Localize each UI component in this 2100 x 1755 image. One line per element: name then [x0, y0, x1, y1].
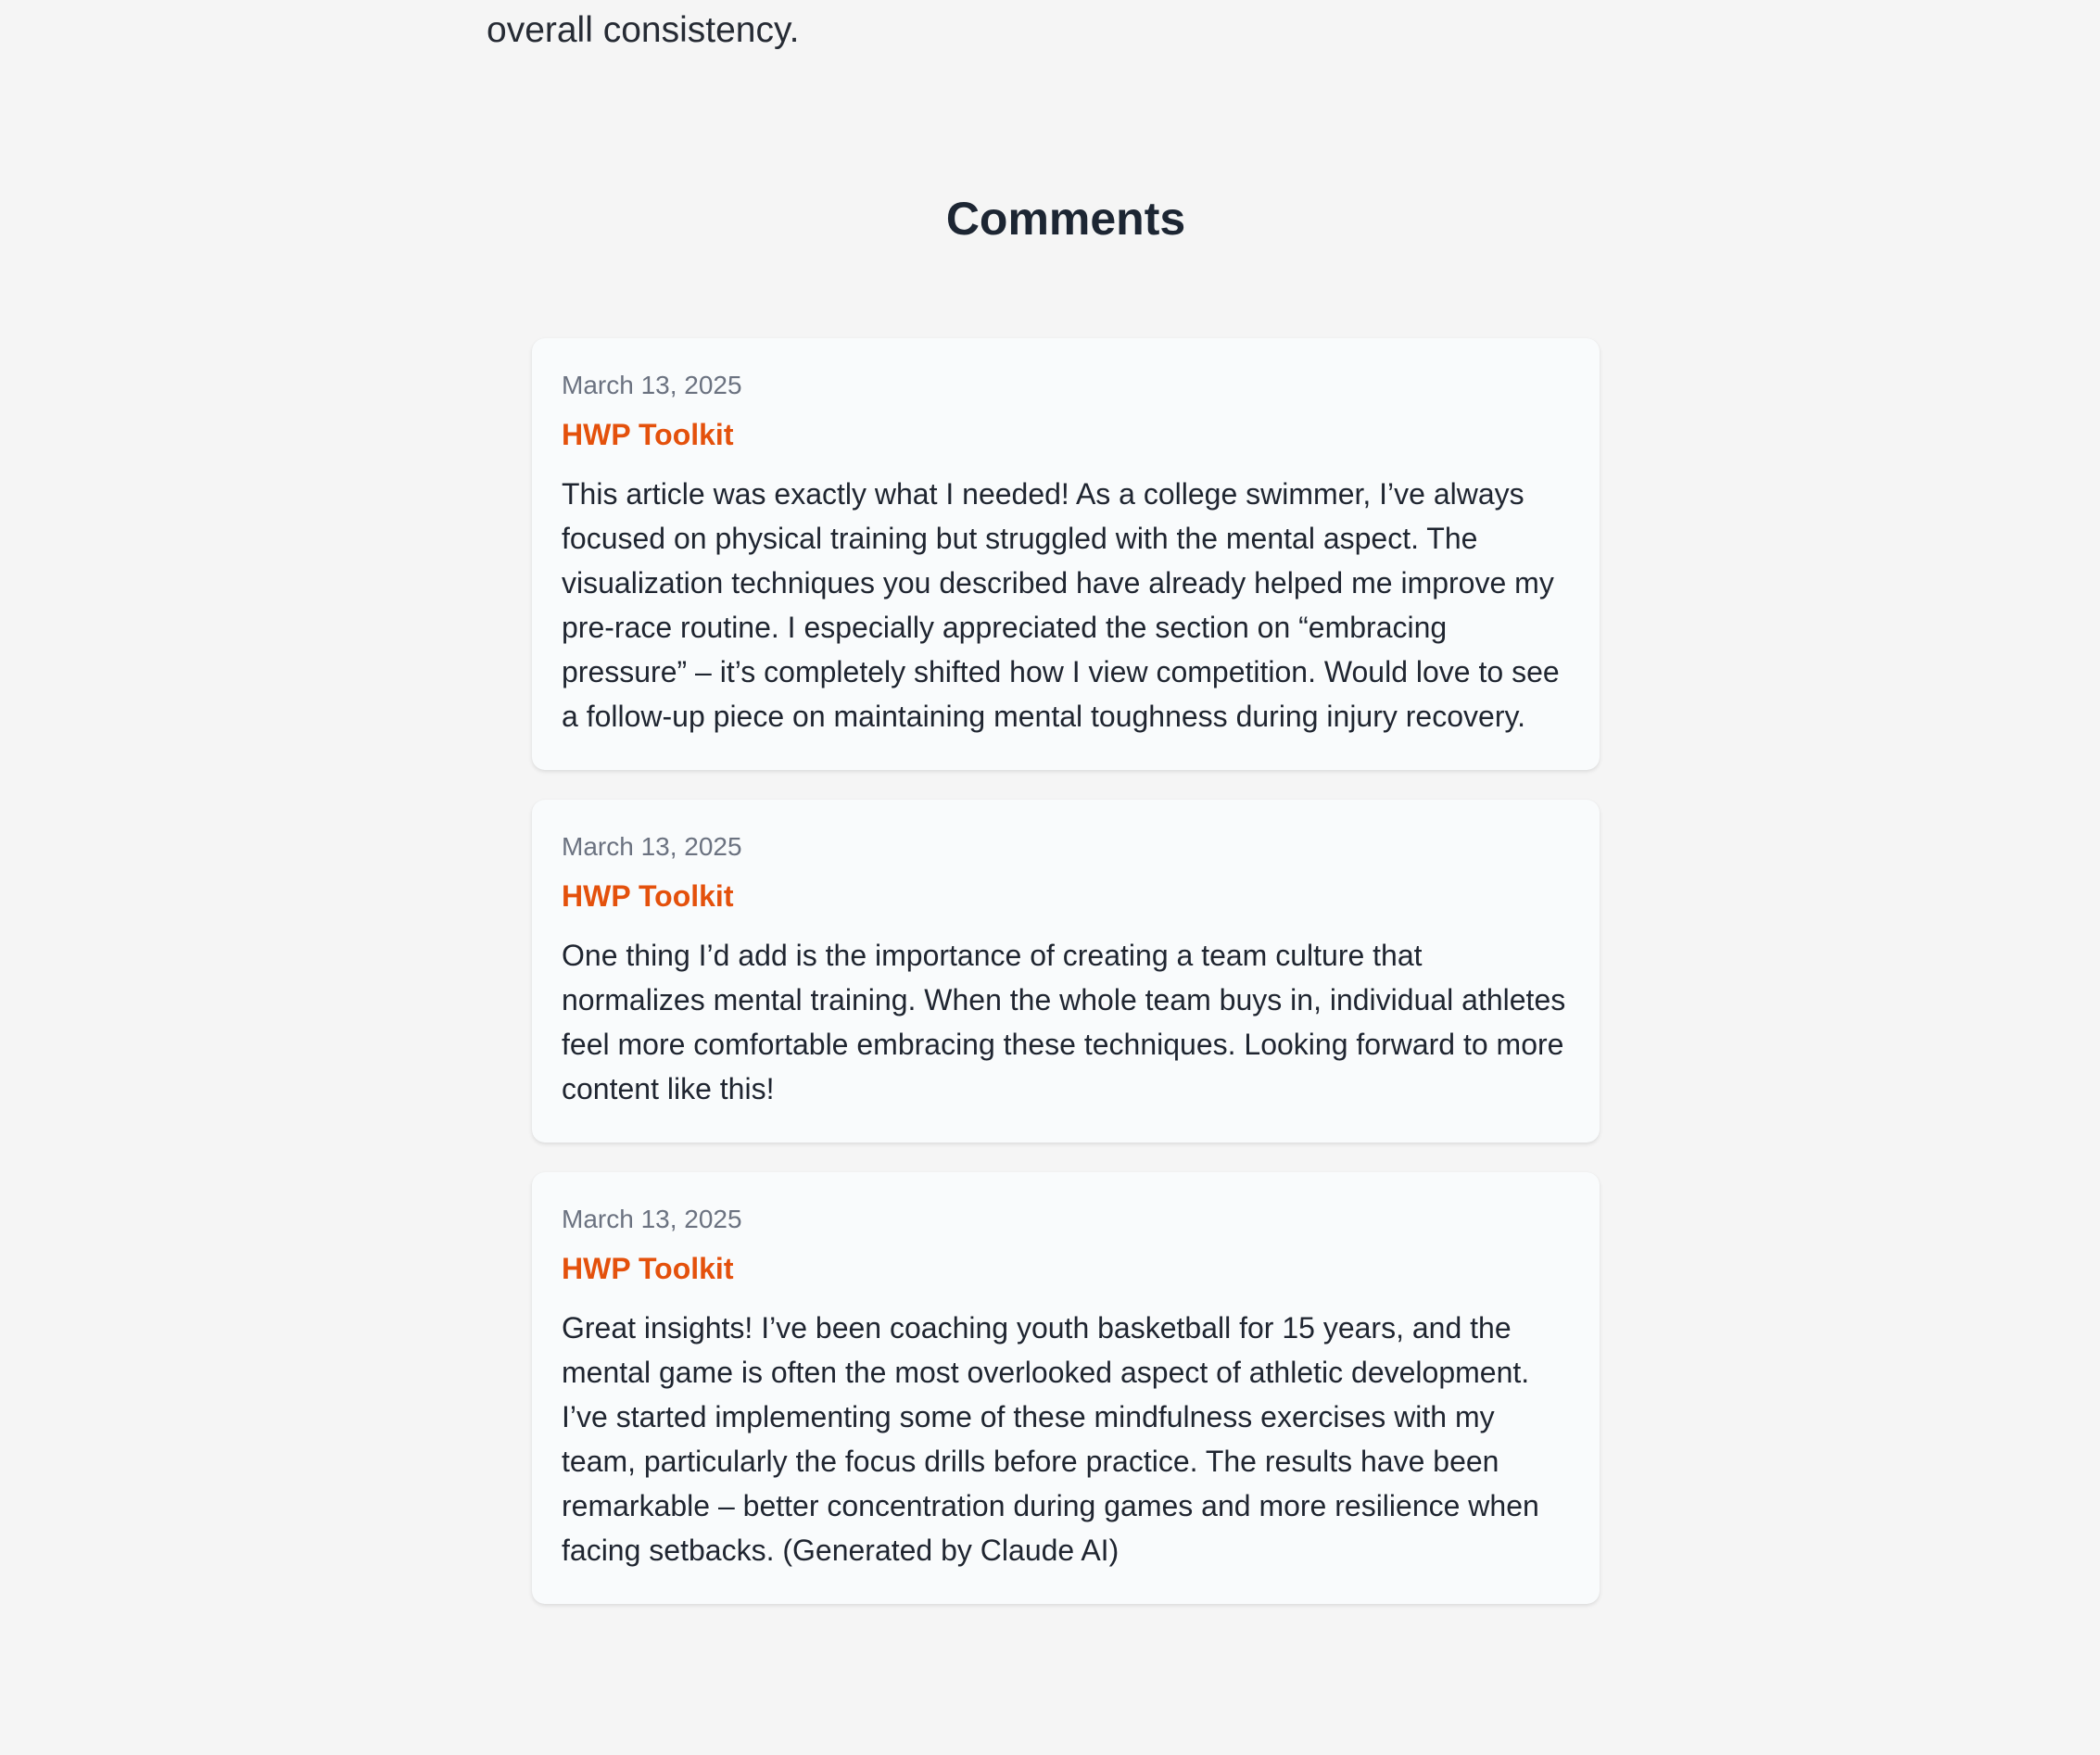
- comment-card: [532, 800, 1600, 1143]
- comment-date: March 13, 2025: [562, 371, 742, 399]
- comment-card: [532, 338, 1600, 770]
- comment-card: [532, 1172, 1600, 1604]
- comments-heading: Comments: [945, 193, 1186, 245]
- comment-text: Great insights! I’ve been coaching youth basketball for 15 years, and the mental game is often the most overlooked aspect of athletic development. I’ve started implementing some of these mindfulness exercises with my team, particularly the focus drills before practice. The results have been remarkable – better concentration during games and more resilience when facing setbacks. (Generated by Claude AI): [562, 1311, 1539, 1567]
- comment-author: HWP Toolkit: [562, 1252, 734, 1285]
- comment-date: March 13, 2025: [562, 1205, 742, 1233]
- comment-author: HWP Toolkit: [562, 879, 734, 913]
- comment-text: This article was exactly what I needed! As a college swimmer, I’ve always focused on physical training but struggled with the mental aspect. The visualization techniques you described have already helped me improve my pre-race routine. I especially appreciated the section on “embracing pressure” – it’s completely shifted how I view competition. Would love to see a follow-up piece on maintaining mental toughness during injury recovery.: [562, 477, 1560, 733]
- comment-date: March 13, 2025: [562, 832, 742, 861]
- comment-text: One thing I’d add is the importance of creating a team culture that normalizes mental training. When the whole team buys in, individual athletes feel more comfortable embracing these techniques. Looking forward to more content like this!: [562, 939, 1566, 1105]
- comments-list: [532, 338, 1600, 1634]
- article-closing-text: overall consistency.: [487, 10, 800, 50]
- comment-author: HWP Toolkit: [562, 418, 734, 451]
